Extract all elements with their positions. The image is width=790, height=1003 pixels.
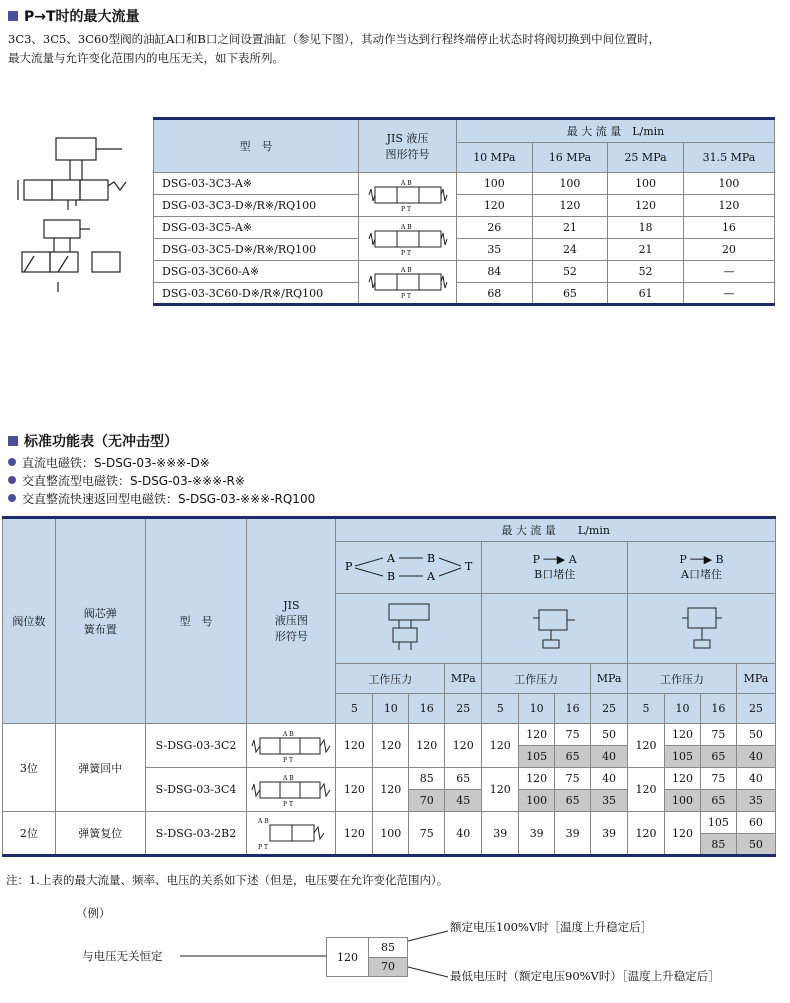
flow-path-pa: P ──▶ A B口堵住 [482,542,628,594]
svg-text:A B: A B [400,223,412,231]
col-jis: JIS 液压图 形符号 [247,518,336,724]
jis-symbol-cell [247,812,336,856]
svg-text:P T: P T [283,800,294,808]
valve-symbol-icon [250,815,332,851]
circuit-symbol-3 [628,594,776,664]
svg-text:A B: A B [283,774,295,782]
svg-text:P T: P T [400,293,411,300]
dot-icon [8,476,16,484]
svg-text:P T: P T [400,249,411,257]
example-const-value: 120 [327,938,369,976]
svg-text:A B: A B [400,179,412,187]
example-label-bottom: 最低电压时（额定电压90%V时）［温度上升稳定后］ [450,969,720,983]
svg-text:A B: A B [283,730,295,738]
circuit-icon [525,600,585,654]
valve-symbol-icon [365,264,451,300]
square-bullet-icon [8,11,18,21]
valve-symbol-icon [365,177,451,213]
circuit-symbol-2 [482,594,628,664]
standard-function-table: 阀位数 阀芯弹 簧布置 型 号 JIS 液压图 形符号 最 大 流 量 L/min P A B B A T P ──▶ A B口堵住 P ──▶ B A口堵住 工作压力 MPa 工作压力 MPa 工作压力 MPa 5 10 16 25 5 10 16 25 5 10 16 25 3位 弹簧回中 S-DSG-03-3C2 A B P T 120 120 120 120 120 120 75 50 120 120 75 50 105 65 40 105 65 40 S-DSG-03-3C4 A B P T 120 120 85 65 120 120 75 40 120 120 75 40 70 45 100 65 35 100 65 35 2位 弹簧复位 S-DSG-03-2B2 A B P T 120 100 75 40 39 39 39 39 120 120 105 60 85 50 [2,516,776,857]
work-pressure-label: 工作压力 [336,664,445,694]
dot-icon [8,494,16,502]
svg-text:P: P [344,560,353,573]
col-p4: 31.5 MPa [683,143,774,173]
svg-text:A: A [426,570,435,583]
example-bottom-value: 70 [369,958,407,977]
solenoid-bullets [8,453,315,507]
max-flow-table [153,117,775,306]
dot-icon [8,458,16,466]
jis-symbol-cell [359,261,457,305]
table-row: 2位 弹簧复位 S-DSG-03-2B2 A B P T 120 100 75 40 39 39 39 39 120 120 105 60 [3,812,776,834]
jis-symbol-cell [359,173,457,217]
col-p1: 10 MPa [457,143,533,173]
section2-title: 标准功能表（无冲击型） [8,431,178,451]
circuit-icon [672,600,732,654]
col-p2: 16 MPa [532,143,608,173]
valve-symbol-icon [250,772,332,808]
svg-text:P T: P T [283,756,294,764]
table-row: DSG-03-3C60-D※/R※/RQ100 68 65 61 — [154,283,775,305]
jis-symbol-cell [247,768,336,812]
circuit-icon [379,600,439,654]
svg-text:P T: P T [258,844,269,851]
section1-para-line2: 最大流量与允许变化范围内的电压无关，如下表所列。 [8,51,284,65]
flow-path-pb: P ──▶ B A口堵住 [628,542,776,594]
square-bullet-icon [8,436,18,446]
circuit-symbol-1 [336,594,482,664]
col-p3: 25 MPa [608,143,684,173]
example-left-label: 与电压无关恒定 [82,949,163,963]
valve-symbol-icon [365,221,451,257]
table-row: DSG-03-3C60-A※ A B P T 84 52 52 — [154,261,775,283]
bullet-dc: 直流电磁铁：S-DSG-03-※※※-D※ [8,453,315,471]
table-row: 105 65 40 105 65 40 [3,746,776,768]
flow-path-diagram [339,546,479,586]
flow-path-pabt [336,542,482,594]
col-spring: 阀芯弹 簧布置 [55,518,145,724]
svg-text:A: A [386,552,395,565]
cylinder-circuit-diagram [14,130,134,300]
svg-text:A B: A B [400,267,412,274]
table-row: DSG-03-3C5-D※/R※/RQ100 35 24 21 20 [154,239,775,261]
example-label-top: 额定电压100%V时［温度上升稳定后］ [450,920,653,934]
svg-text:A B: A B [258,818,270,825]
section1-title: P→T时的最大流量 [8,6,140,26]
col-model: 型 号 [145,518,247,724]
section1-para-line1: 3C3、3C5、3C60型阀的油缸A口和B口之间设置油缸（参见下图），其动作当达到行程终端停止状态时将阀切换到中间位置时， [8,32,661,46]
col-valve-positions: 阀位数 [3,518,56,724]
bullet-quick-return: 交直整流快速返回型电磁铁：S-DSG-03-※※※-RQ100 [8,489,315,507]
valve-symbol-icon [250,728,332,764]
example-value-box [326,937,408,977]
table-row: 85 50 [3,834,776,856]
jis-symbol-cell [359,217,457,261]
table-row: DSG-03-3C3-D※/R※/RQ100 120 120 120 120 [154,195,775,217]
col-max-flow: 最 大 流 量 L/min [457,119,775,143]
example-top-value: 85 [369,938,407,958]
jis-symbol-cell [247,724,336,768]
col-jis: JIS 液压 图形符号 [359,119,457,173]
svg-text:B: B [426,552,435,565]
svg-text:P T: P T [400,205,411,213]
example-title: （例） [76,906,111,920]
footnote: 注：1.上表的最大流量、频率、电压的关系如下述（但是，电压要在允许变化范围内）。 [6,873,449,887]
table-row: DSG-03-3C5-A※ A B P T 26 21 18 16 [154,217,775,239]
table-row: 3位 弹簧回中 S-DSG-03-3C2 A B P T 120 120 120 120 120 120 75 50 120 120 75 50 [3,724,776,746]
col-model: 型 号 [154,119,359,173]
svg-text:T: T [464,560,473,573]
svg-text:B: B [386,570,395,583]
col-max-flow: 最 大 流 量 L/min [336,518,776,542]
table-row: S-DSG-03-3C4 A B P T 120 120 85 65 120 120 75 40 120 120 75 40 [3,768,776,790]
bullet-rectified: 交直整流型电磁铁：S-DSG-03-※※※-R※ [8,471,315,489]
table-row: 70 45 100 65 35 100 65 35 [3,790,776,812]
table-row: DSG-03-3C3-A※ A B P T 100 100 100 100 [154,173,775,195]
